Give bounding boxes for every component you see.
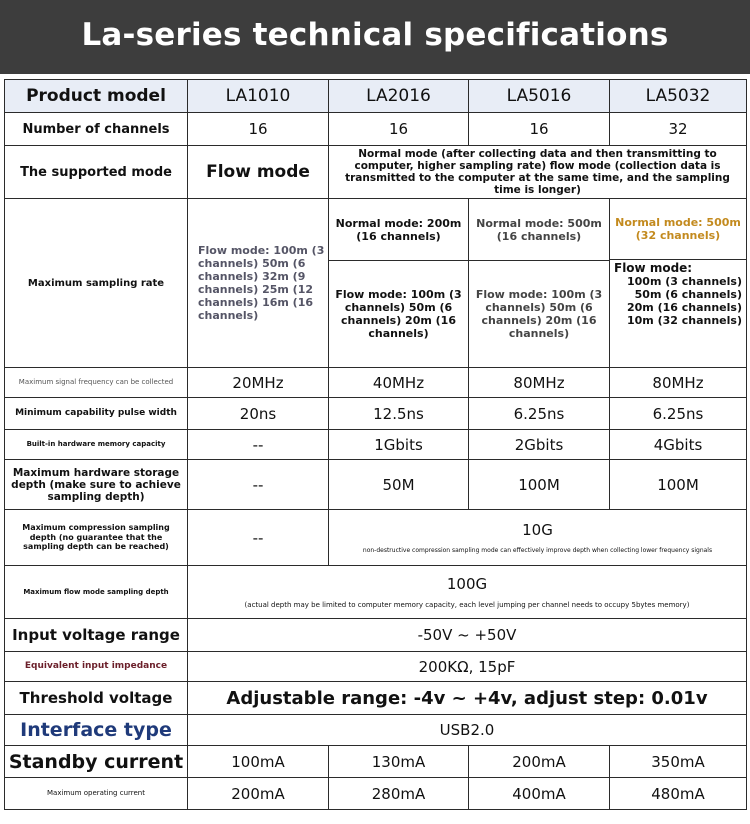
cell-value: 4Gbits (610, 430, 747, 460)
cell-value: 130mA (329, 746, 469, 778)
table-row-operating-current (5, 778, 747, 810)
row-label: Threshold voltage (5, 682, 188, 715)
cell-value: USB2.0 (188, 715, 747, 746)
compression-depth-note: non-destructive compression sampling mode can effectively improve depth when collecting lower frequency signals (362, 546, 713, 554)
row-label: Equivalent input impedance (5, 652, 188, 682)
title-banner (0, 0, 750, 74)
cell-value: 20ns (188, 398, 329, 430)
row-label: Maximum signal frequency can be collected (5, 368, 188, 398)
la5032-normal-mode: Normal mode: 500m (32 channels) (610, 199, 746, 260)
cell-value: 6.25ns (610, 398, 747, 430)
page-title: La-series technical specifications (81, 17, 669, 53)
cell-value: -- (188, 460, 329, 510)
table-row-memory (5, 430, 747, 460)
cell-value: 100M (610, 460, 747, 510)
cell-value: -- (188, 430, 329, 460)
cell-value: 1Gbits (329, 430, 469, 460)
table-row-compression-depth (5, 510, 747, 566)
cell-value: 6.25ns (469, 398, 610, 430)
cell-value: 100mA (188, 746, 329, 778)
la5032-flow-values: 100m (3 channels) 50m (6 channels) 20m (16 channels) 10m (32 channels) (626, 275, 742, 327)
compression-depth-cell (329, 510, 747, 566)
table-row-supported-mode (5, 146, 747, 199)
cell-value: 480mA (610, 778, 747, 810)
row-label: Standby current (5, 746, 188, 778)
cell-value: -50V ~ +50V (188, 619, 747, 652)
table-row-flow-depth (5, 566, 747, 619)
row-label: Maximum flow mode sampling depth (5, 566, 188, 619)
model-la5032: LA5032 (610, 80, 747, 113)
cell-value: 16 (469, 113, 610, 146)
la5032-sampling (610, 199, 747, 368)
cell-value: 32 (610, 113, 747, 146)
table-row-sampling-rate (5, 199, 747, 368)
la5016-normal-mode: Normal mode: 500m (16 channels) (469, 200, 609, 261)
la2016-sampling (329, 199, 469, 368)
cell-value: 100M (469, 460, 610, 510)
cell-value: Flow mode (188, 146, 329, 199)
table-row-impedance (5, 652, 747, 682)
row-label: Input voltage range (5, 619, 188, 652)
row-label: The supported mode (5, 146, 188, 199)
la5016-sampling (469, 199, 610, 368)
table-row-input-voltage (5, 619, 747, 652)
table-row-pulse-width (5, 398, 747, 430)
table-row-interface (5, 715, 747, 746)
cell-value: 40MHz (329, 368, 469, 398)
row-label: Built-in hardware memory capacity (5, 430, 188, 460)
cell-value: 80MHz (469, 368, 610, 398)
model-la1010: LA1010 (188, 80, 329, 113)
model-la5016: LA5016 (469, 80, 610, 113)
cell-value: 80MHz (610, 368, 747, 398)
cell-value: 20MHz (188, 368, 329, 398)
row-label: Maximum operating current (5, 778, 188, 810)
table-row-threshold (5, 682, 747, 715)
table-row-signal-frequency (5, 368, 747, 398)
row-label: Maximum hardware storage depth (make sure to achieve sampling depth) (5, 460, 188, 510)
cell-value: 12.5ns (329, 398, 469, 430)
flow-depth-note: (actual depth may be limited to computer memory capacity, each level jumping per channel needs to occupy 5bytes memory) (244, 600, 690, 609)
row-label: Product model (5, 80, 188, 113)
model-la2016: LA2016 (329, 80, 469, 113)
cell-value: Adjustable range: -4v ~ +4v, adjust step: 0.01v (188, 682, 747, 715)
flow-depth-value: 100G (446, 574, 488, 593)
la1010-flow-mode: Flow mode: 100m (3 channels) 50m (6 channels) 32m (9 channels) 25m (12 channels) 16m (16 channels) (188, 199, 329, 368)
spec-table (4, 79, 747, 810)
cell-value: 280mA (329, 778, 469, 810)
table-row-product-model (5, 80, 747, 113)
cell-value: 50M (329, 460, 469, 510)
table-row-channels (5, 113, 747, 146)
cell-value: 16 (188, 113, 329, 146)
cell-value: 2Gbits (469, 430, 610, 460)
row-label: Number of channels (5, 113, 188, 146)
cell-value: 200KΩ, 15pF (188, 652, 747, 682)
row-label: Maximum compression sampling depth (no guarantee that the sampling depth can be reached) (5, 510, 188, 566)
cell-value: 400mA (469, 778, 610, 810)
cell-value: 200mA (469, 746, 610, 778)
row-label: Minimum capability pulse width (5, 398, 188, 430)
la2016-flow-mode: Flow mode: 100m (3 channels) 50m (6 channels) 20m (16 channels) (335, 287, 462, 340)
cell-value: 200mA (188, 778, 329, 810)
flow-depth-cell (188, 566, 747, 619)
la5016-flow-mode: Flow mode: 100m (3 channels) 50m (6 channels) 20m (16 channels) (475, 287, 603, 340)
table-row-storage-depth (5, 460, 747, 510)
compression-depth-value: 10G (522, 520, 553, 539)
cell-value: 350mA (610, 746, 747, 778)
la2016-normal-mode: Normal mode: 200m (16 channels) (329, 200, 468, 261)
cell-value: 16 (329, 113, 469, 146)
row-label: Interface type (5, 715, 188, 746)
cell-value: -- (188, 510, 329, 566)
la5032-flow-mode (610, 260, 746, 367)
table-row-standby-current (5, 746, 747, 778)
row-label: Maximum sampling rate (5, 199, 188, 368)
la5032-flow-title: Flow mode: (614, 261, 693, 275)
mode-description: Normal mode (after collecting data and then transmitting to computer, higher sampling rate) flow mode (collection data is transmitted to the computer at the same time, and the sampling time is longer) (329, 146, 747, 199)
